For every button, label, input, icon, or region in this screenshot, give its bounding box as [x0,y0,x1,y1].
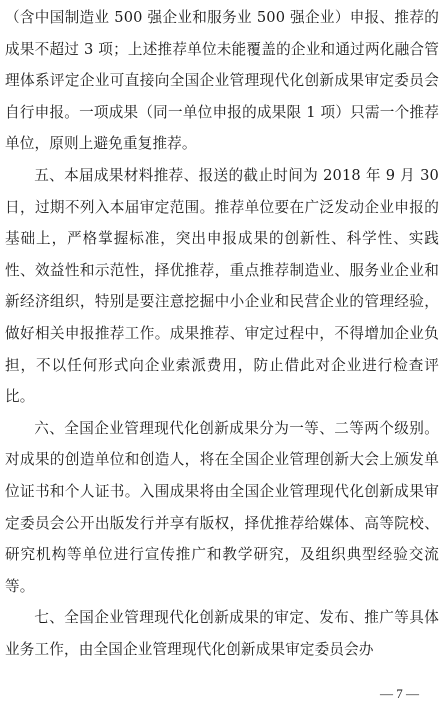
document-body [5,2,439,665]
paragraph-section-seven: 七、全国企业管理现代化创新成果的审定、发布、推广等具体业务工作，由全国企业管理现代化创新成果审定委员会办 [5,609,439,658]
paragraph-continuation: （含中国制造业 500 强企业和服务业 500 强企业）申报、推荐的成果不超过 3 项；上述推荐单位未能覆盖的企业和通过两化融合管理体系评定企业可直接向全国企业管理现代化创新成果审定委员会自行申报。一项成果（同一单位申报的成果限 1 项）只需一个推荐单位，原则上避免重复推荐。 [5,9,439,153]
paragraph-section-six: 六、全国企业管理现代化创新成果分为一等、二等两个级别。对成果的创造单位和创造人，将在全国企业管理创新大会上颁发单位证书和个人证书。入围成果将由全国企业管理现代化创新成果审定委员会公开出版发行并享有版权，择优推荐给媒体、高等院校、研究机构等单位进行宣传推广和教学研究，及组织典型经验交流等。 [5,419,439,595]
page-number: — 7 — [380,686,419,701]
paragraph-section-five: 五、本届成果材料推荐、报送的截止时间为 2018 年 9 月 30 日，过期不列入本届审定范围。推荐单位要在广泛发动企业申报的基础上，严格掌握标准，突出申报成果的创新性、科学性、实践性、效益性和示范性，择优推荐，重点推荐制造业、服务业企业和新经济组织，特别是要注意挖掘中小企业和民营企业的管理经验，做好相关申报推荐工作。成果推荐、审定过程中，不得增加企业负担，不以任何形式向企业索派费用，防止借此对企业进行检查评比。 [5,166,439,406]
